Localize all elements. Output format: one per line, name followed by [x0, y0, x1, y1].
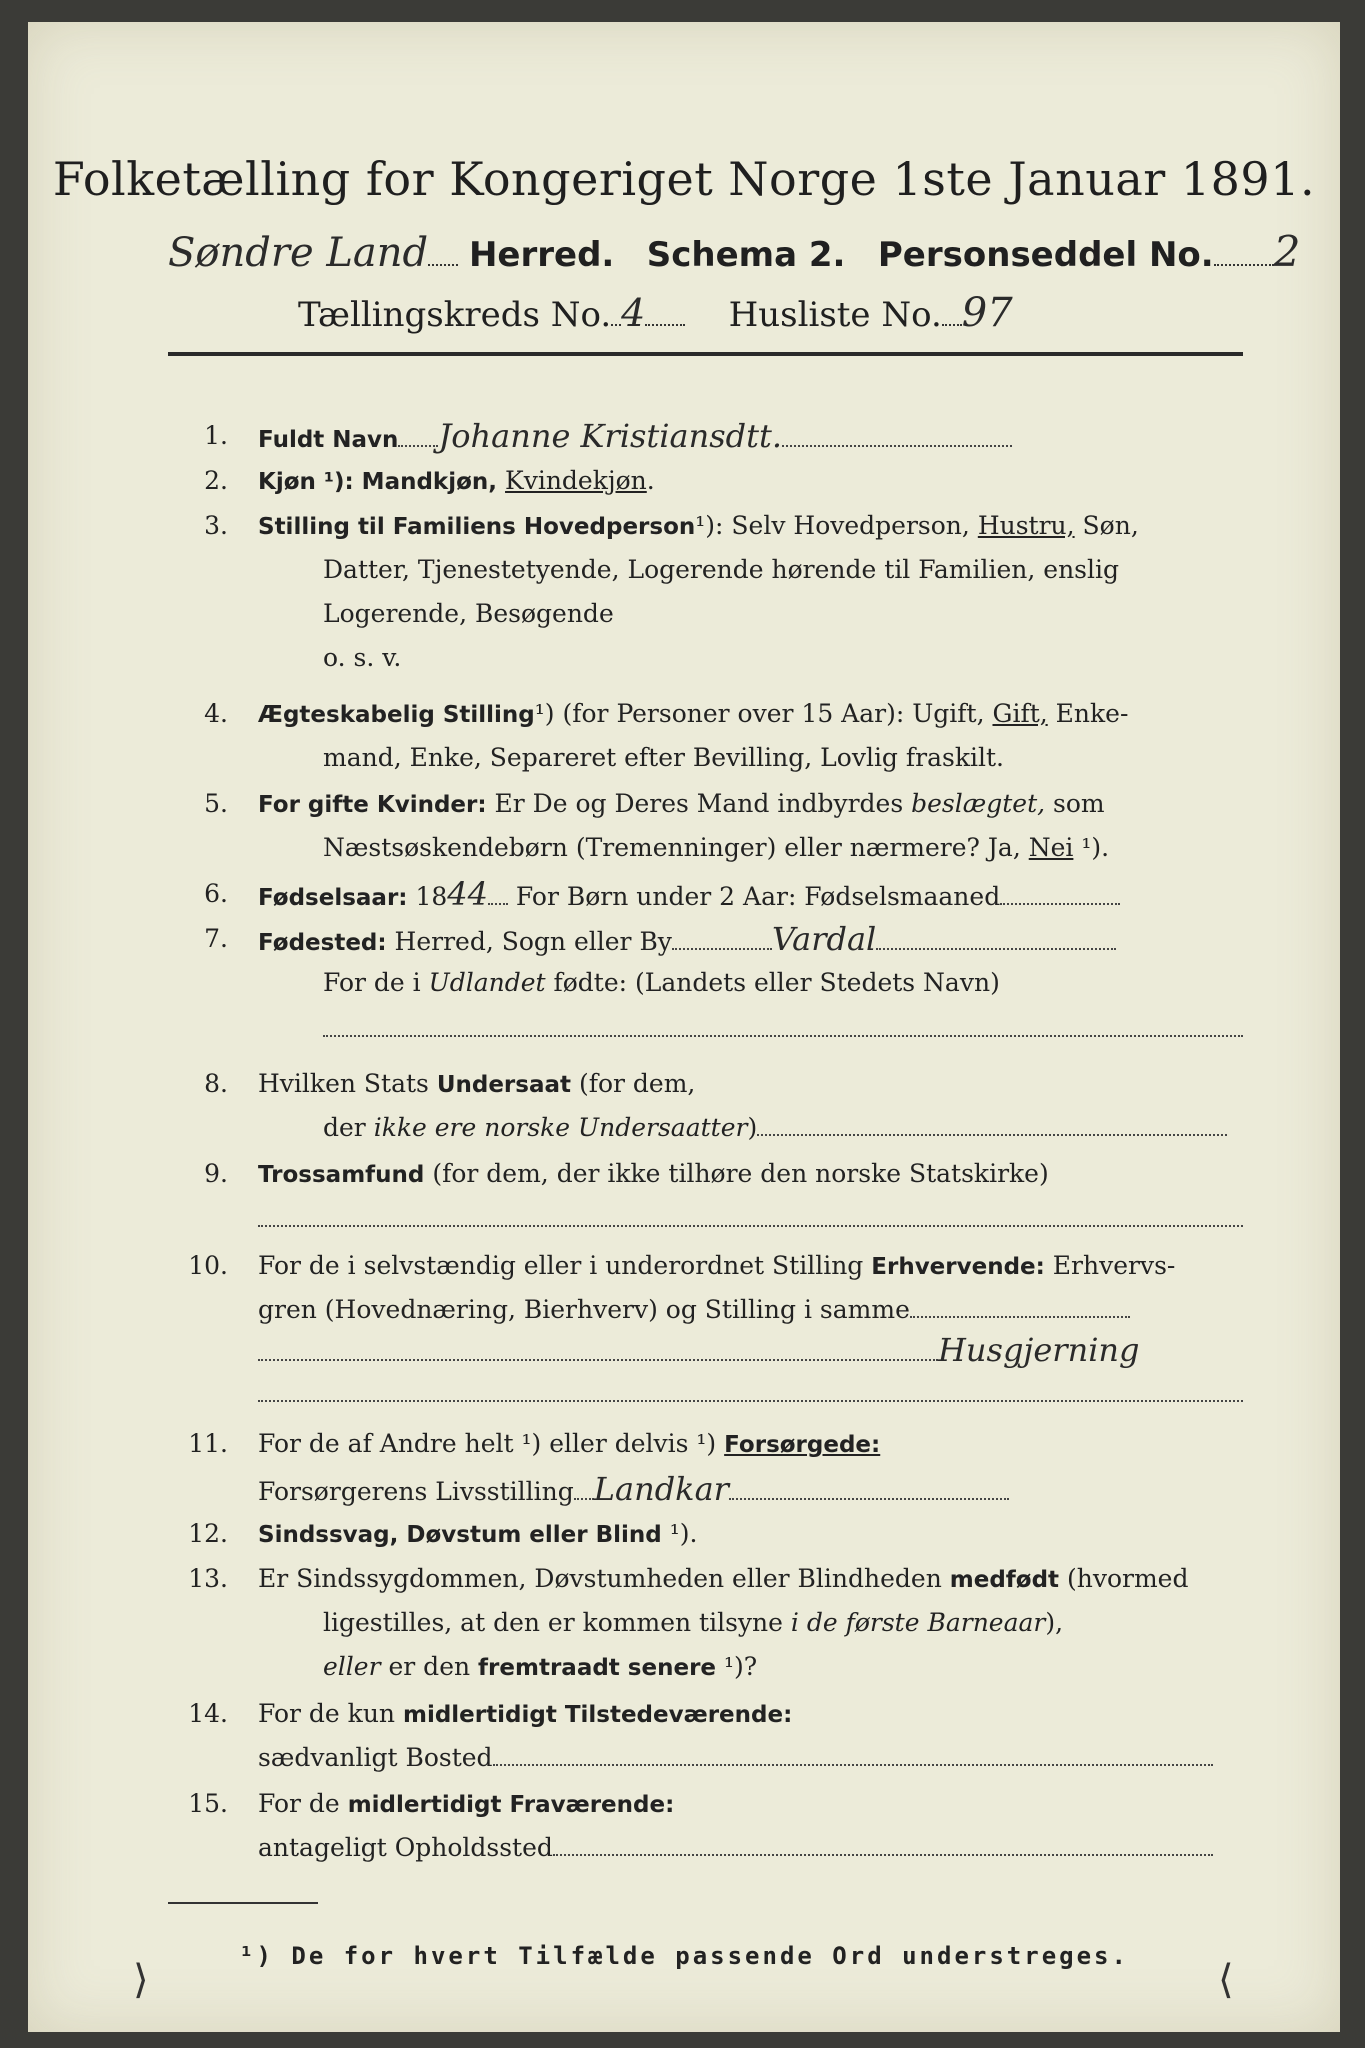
item-label: Fødselsaar: [258, 885, 408, 911]
item-continuation: Forsørgerens Livsstilling [258, 1477, 574, 1506]
item-text: ¹) (for Personer over 15 Aar): Ugift, [534, 699, 993, 728]
husliste-value: 97 [961, 290, 1013, 336]
item-text: For de i selvstændig eller i underordnet Stilling [258, 1251, 872, 1280]
item-number: 13. [188, 1564, 228, 1593]
item-label: Kjøn ¹): Mandkjøn, [258, 469, 506, 495]
item-after: (for dem, [571, 1069, 696, 1098]
item-number: 15. [188, 1789, 228, 1818]
item-after: Erhvervs- [1044, 1251, 1176, 1280]
item-number: 8. [204, 1069, 228, 1098]
herred-line [168, 227, 1300, 276]
item-text: ¹): Selv Hovedperson, [695, 511, 978, 540]
item-label: Trossamfund [258, 1162, 425, 1188]
item-number: 12. [188, 1519, 228, 1548]
underlined-option: Hustru, [977, 511, 1075, 540]
item-after: . [646, 466, 655, 495]
item-italic: eller [323, 1652, 381, 1681]
item-continuation: gren (Hovednæring, Bierhverv) og Stilling i samme [258, 1295, 910, 1324]
underlined-option: Gift, [992, 699, 1048, 728]
item-after: ) [747, 1113, 758, 1142]
item-continuation: Datter, Tjenestetyende, Logerende hørende til Familien, enslig [323, 555, 1120, 584]
item-continuation: ligestilles, at den er kommen tilsyne [323, 1608, 791, 1637]
personseddel-label: Personseddel No. [877, 235, 1214, 275]
header-rule [168, 352, 1243, 356]
item-label: Forsørgede: [724, 1432, 881, 1458]
item-continuation: er den [380, 1652, 479, 1681]
corner-mark-left: ⟩ [133, 1957, 149, 2003]
item-number: 7. [204, 924, 228, 953]
item-after: som [1045, 789, 1105, 818]
item-continuation: For de i [323, 968, 429, 997]
item-after: Enke- [1047, 699, 1129, 728]
item-text: Herred, Sogn eller By [386, 927, 672, 956]
item-number: 14. [188, 1699, 228, 1728]
herred-label: Herred. [468, 235, 615, 275]
item-text: Er Sindssygdommen, Døvstumheden eller Blindheden [258, 1564, 950, 1593]
item-text: For de kun [258, 1699, 403, 1728]
item-label: fremtraadt senere [478, 1655, 717, 1681]
item-italic: i de første Barneaar [790, 1608, 1046, 1637]
item-number: 4. [204, 699, 228, 728]
item-label: medfødt [949, 1567, 1060, 1593]
item-continuation: der [323, 1113, 374, 1142]
item-label: Ægteskabelig Stilling [258, 702, 535, 728]
item-number: 11. [188, 1429, 228, 1458]
item-number: 9. [204, 1159, 228, 1188]
item-label: Stilling til Familiens Hovedperson [258, 514, 696, 540]
item-continuation: Næstsøskendebørn (Tremenninger) eller nærmere? Ja, [323, 833, 1029, 862]
item-label: Fuldt Navn [258, 427, 399, 453]
item-number: 5. [204, 789, 228, 818]
kreds-line [298, 290, 1013, 336]
underlined-option: Kvindekjøn [505, 466, 647, 495]
item-label: midlertidigt Tilstedeværende: [402, 1702, 793, 1728]
item-after: For Børn under 2 Aar: Fødselsmaaned [507, 882, 1001, 911]
provider-value: Landkar [593, 1470, 729, 1508]
item-after: ¹). [1073, 833, 1110, 862]
item-continuation: o. s. v. [323, 643, 402, 672]
item-text: 18 [407, 882, 448, 911]
item-after: Søn, [1074, 511, 1139, 540]
corner-mark-right: ⟨ [1218, 1957, 1234, 2003]
occupation-value: Husgjerning [938, 1331, 1140, 1369]
item-continuation: Logerende, Besøgende [323, 599, 614, 628]
item-continuation: mand, Enke, Separeret efter Bevilling, Lovlig fraskilt. [323, 743, 1004, 772]
item-label: Sindssvag, Døvstum eller Blind [258, 1522, 662, 1548]
herred-value: Søndre Land [168, 230, 429, 276]
item-italic: Udlandet [428, 968, 546, 997]
kreds-label: Tællingskreds No. [298, 295, 612, 335]
item-label: Undersaat [436, 1072, 571, 1098]
item-text: Hvilken Stats [258, 1069, 437, 1098]
census-form-page [28, 22, 1340, 2032]
birthplace-value: Vardal [771, 920, 877, 958]
item-text: For de af Andre helt ¹) eller delvis ¹) [258, 1429, 725, 1458]
item-italic: ikke ere norske Undersaatter [373, 1113, 748, 1142]
footnote: ¹) De for hvert Tilfælde passende Ord understreges. [239, 1942, 1129, 1970]
item-text: (for dem, der ikke tilhøre den norske Statskirke) [424, 1159, 1049, 1188]
item-continuation: antageligt Opholdssted [258, 1833, 553, 1862]
name-value: Johanne Kristiansdtt. [438, 417, 782, 455]
item-number: 1. [204, 421, 228, 450]
item-after: fødte: (Landets eller Stedets Navn) [545, 968, 1000, 997]
item-number: 10. [188, 1251, 228, 1280]
kreds-value: 4 [621, 291, 646, 335]
schema-label: Schema 2. [646, 235, 846, 275]
item-text: For de [258, 1789, 348, 1818]
personseddel-value: 2 [1273, 227, 1301, 276]
item-after: (hvormed [1059, 1564, 1189, 1593]
item-number: 3. [204, 511, 228, 540]
item-after: ¹). [661, 1519, 698, 1548]
form-title: Folketælling for Kongeriget Norge 1ste Januar 1891. [52, 152, 1316, 206]
item-after: ¹)? [716, 1652, 758, 1681]
item-text: Er De og Deres Mand indbyrdes [486, 789, 912, 818]
item-label: Fødested: [258, 930, 387, 956]
underlined-option: Nei [1028, 833, 1074, 862]
item-continuation: sædvanligt Bosted [258, 1743, 493, 1772]
item-after: ), [1045, 1608, 1064, 1637]
item-number: 6. [204, 879, 228, 908]
birth-year-value: 44 [447, 875, 488, 913]
item-italic: beslægtet, [911, 789, 1046, 818]
husliste-label: Husliste No. [728, 295, 942, 335]
footnote-rule [168, 1902, 318, 1904]
item-label: For gifte Kvinder: [258, 792, 487, 818]
item-label: Erhvervende: [871, 1254, 1045, 1280]
item-number: 2. [204, 466, 228, 495]
item-label: midlertidigt Fraværende: [347, 1792, 675, 1818]
